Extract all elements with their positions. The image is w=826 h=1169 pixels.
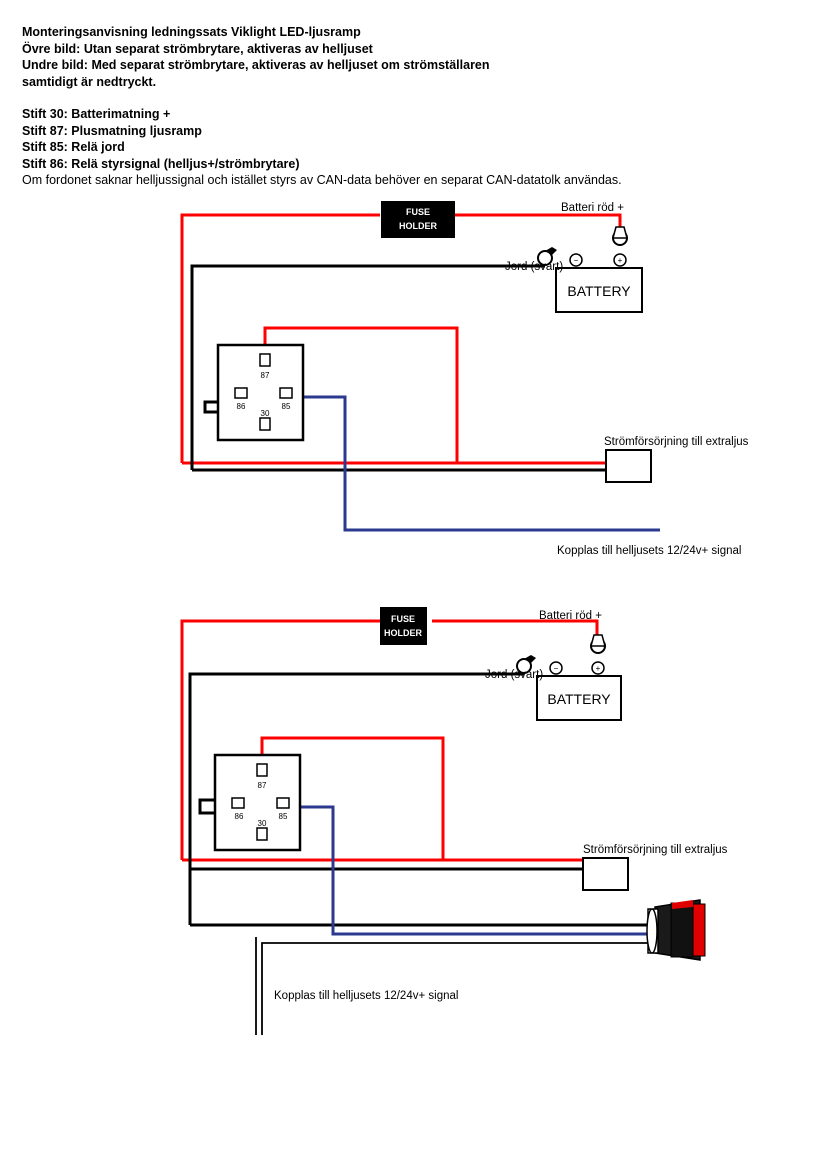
relay-bottom: [215, 755, 300, 850]
header-text-block: [22, 24, 802, 189]
relay-pin-86-label: 86: [236, 402, 246, 411]
battery-plus-symbol-bottom: +: [595, 664, 601, 673]
battery-minus-symbol: −: [573, 256, 579, 265]
lamp-connector-top: [606, 450, 651, 482]
pin-line-86: Stift 86: Relä styrsignal (helljus+/strömbrytare): [22, 156, 300, 171]
relay-pin-85-label: 85: [281, 402, 291, 411]
battery-plus-symbol: +: [617, 256, 623, 265]
pin-line-87: Stift 87: Plusmatning ljusramp: [22, 123, 202, 138]
battery-red-label-bottom: Batteri röd +: [539, 610, 602, 622]
rocker-switch-bottom: [647, 900, 705, 960]
highbeam-label-top: Kopplas till helljusets 12/24v+ signal: [557, 545, 742, 557]
lamp-supply-label-top: Strömförsörjning till extraljus: [604, 436, 749, 448]
battery-label-bottom: BATTERY: [547, 691, 611, 707]
relay-pin-87-label-bottom: 87: [257, 781, 267, 790]
fuse-holder-top: [381, 201, 455, 238]
ring-terminal-red-top: [613, 227, 627, 245]
lamp-connector-bottom: [583, 858, 628, 890]
fuse-label-line1-bottom: FUSE: [390, 614, 416, 624]
wiring-diagram-top: [0, 190, 826, 570]
ring-terminal-red-bottom: [591, 635, 605, 653]
battery-minus-symbol-bottom: −: [553, 664, 559, 673]
ground-label-top: Jord (svart): [505, 261, 564, 273]
header-line-4: samtidigt är nedtryckt.: [22, 74, 157, 89]
relay-pin-30-label: 30: [260, 409, 270, 418]
highbeam-label-bottom: Kopplas till helljusets 12/24v+ signal: [274, 990, 459, 1002]
fuse-label-line1: FUSE: [405, 207, 431, 217]
black-wire-group-bottom: [190, 674, 648, 1035]
header-spacer: [22, 90, 802, 106]
battery-red-label-top: Batteri röd +: [561, 202, 624, 214]
relay-pin-87-label: 87: [260, 371, 270, 380]
fuse-label-line2: HOLDER: [399, 221, 437, 231]
wiring-diagram-bottom: [0, 595, 826, 1065]
can-data-note: Om fordonet saknar helljussignal och istället styrs av CAN-data behöver en separat CAN-datatolk användas.: [22, 173, 622, 187]
relay-top: [218, 345, 303, 440]
relay-pin-85-label-bottom: 85: [278, 812, 288, 821]
relay-pin-30-label-bottom: 30: [257, 819, 267, 828]
relay-pin-86-label-bottom: 86: [234, 812, 244, 821]
fuse-holder-bottom: [380, 607, 427, 645]
pin-line-30: Stift 30: Batterimatning +: [22, 107, 171, 121]
battery-label: BATTERY: [567, 283, 631, 299]
fuse-label-line2-bottom: HOLDER: [384, 628, 422, 638]
pin-line-85: Stift 85: Relä jord: [22, 140, 125, 154]
header-line-3: Undre bild: Med separat strömbrytare, aktiveras av helljuset om strömställaren: [22, 58, 490, 72]
header-line-2: Övre bild: Utan separat strömbrytare, aktiveras av helljuset: [22, 41, 373, 56]
ground-label-bottom: Jord (svart): [485, 669, 544, 681]
header-line-1: Monteringsanvisning ledningssats Viklight LED-ljusramp: [22, 25, 361, 39]
lamp-supply-label-bottom: Strömförsörjning till extraljus: [583, 844, 728, 856]
